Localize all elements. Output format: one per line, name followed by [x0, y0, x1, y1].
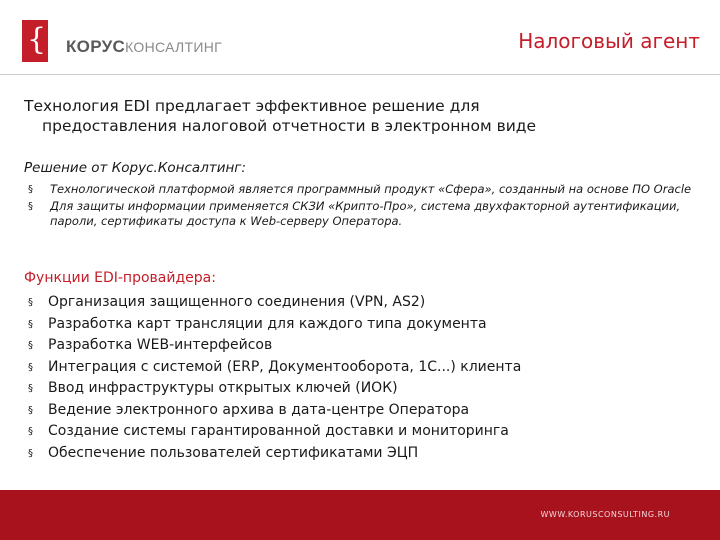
- function-item-text: Ввод инфраструктуры открытых ключей (ИОК): [48, 380, 398, 396]
- function-item-text: Разработка карт трансляции для каждого типа документа: [48, 315, 487, 332]
- solution-item-text: Технологической платформой является программный продукт «Сфера», созданный на основе ПО Oracle: [50, 182, 692, 196]
- bullet-icon: §: [28, 447, 33, 459]
- list-item: [24, 314, 521, 336]
- bullet-icon: §: [28, 184, 33, 195]
- bullet-icon: §: [28, 297, 33, 308]
- function-item-text: Создание системы гарантированной доставки и мониторинга: [48, 423, 509, 439]
- solution-item-text: Для защиты информации применяется СКЗИ «Крипто-Про», система двухфакторной аутентификации, пароли, сертификаты доступа к Web-серверу Оператора.: [50, 199, 681, 228]
- bullet-icon: §: [28, 383, 33, 394]
- list-item: [24, 421, 521, 443]
- bullet-icon: §: [28, 361, 33, 373]
- solution-list: [24, 182, 704, 231]
- function-item-text: Интеграция с системой (ERP, Документооборота, 1С...) клиента: [48, 358, 522, 375]
- intro-line-2: предоставления налоговой отчетности в электронном виде: [42, 117, 537, 135]
- footer-bar: [0, 490, 720, 540]
- list-item: [24, 443, 521, 465]
- list-item: [24, 335, 521, 357]
- function-item-text: Организация защищенного соединения (VPN, AS2): [48, 294, 426, 310]
- list-item: [24, 199, 704, 229]
- bullet-icon: §: [28, 318, 33, 330]
- functions-heading: Функции EDI-провайдера:: [24, 270, 216, 286]
- list-item: [24, 292, 521, 314]
- logo-word-korus: КОРУС: [66, 37, 126, 56]
- bullet-icon: §: [28, 426, 33, 437]
- logo-word-consulting: КОНСАЛТИНГ: [125, 39, 223, 55]
- list-item: [24, 400, 521, 422]
- list-item: [24, 378, 521, 400]
- intro-text: [24, 96, 684, 136]
- website-link[interactable]: WWW.KORUSCONSULTING.RU: [540, 510, 670, 519]
- function-item-text: Ведение электронного архива в дата-центре Оператора: [48, 401, 470, 418]
- list-item: [24, 182, 704, 197]
- solution-heading: Решение от Корус.Консалтинг:: [24, 160, 246, 176]
- bullet-icon: §: [28, 340, 33, 351]
- intro-line-1: Технология EDI предлагает эффективное решение для: [24, 97, 480, 115]
- list-item: [24, 357, 521, 379]
- header-divider: [0, 74, 720, 75]
- logo-bracket: {: [27, 22, 47, 57]
- bullet-icon: §: [28, 404, 33, 416]
- slide-title: Налоговый агент: [518, 29, 700, 53]
- bullet-icon: §: [28, 201, 33, 212]
- function-item-text: Обеспечение пользователей сертификатами ЭЦП: [48, 444, 419, 461]
- company-logo-mark: [22, 20, 48, 62]
- company-logo-text: [66, 37, 222, 57]
- function-item-text: Разработка WEB-интерфейсов: [48, 337, 273, 353]
- functions-list: [24, 292, 521, 464]
